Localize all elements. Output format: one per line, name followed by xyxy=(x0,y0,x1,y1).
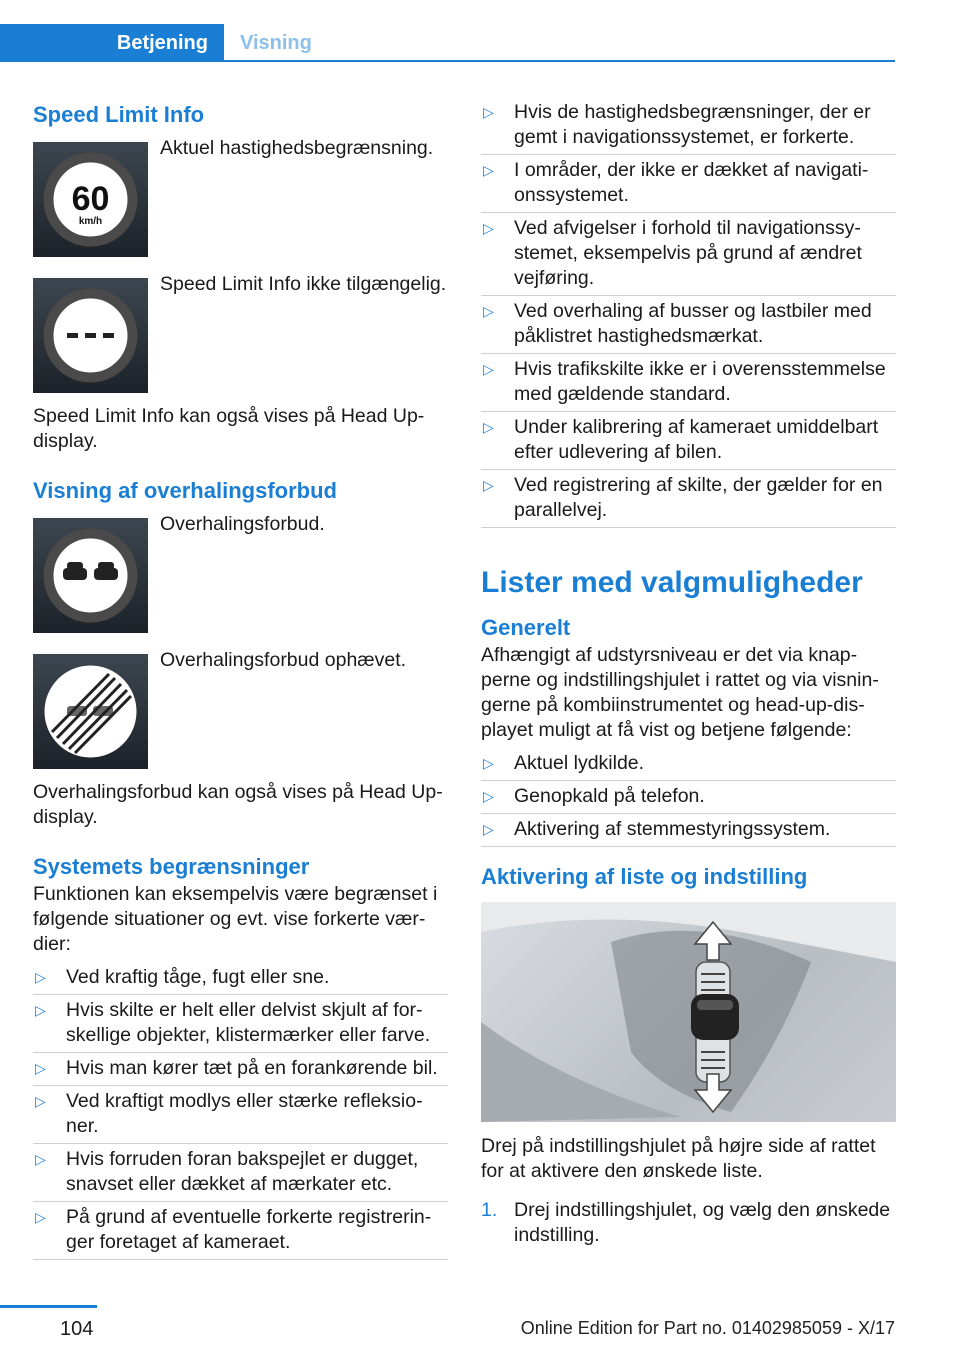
header-tabs xyxy=(0,24,895,62)
list-item: 1. Drej indstillingshjulet, og vælg den ønskede indstilling. xyxy=(481,1199,891,1246)
list-item: ▷ Under kalibrering af kameraet umiddelbart efter udlevering af bilen. xyxy=(481,415,896,465)
triangle-bullet-icon: ▷ xyxy=(483,361,494,377)
triangle-bullet-icon: ▷ xyxy=(35,1093,46,1109)
limits-paragraph: Funktionen kan eksempelvis være begrænset i følgende situationer og evt. vise forkerte værdier: xyxy=(33,883,438,955)
list-item: ▷ Ved overhaling af busser og lastbiler med påklistret hastighedsmærkat. xyxy=(481,299,896,349)
list-item: ▷ Ved registrering af skilte, der gælder for en parallelvej. xyxy=(481,473,896,523)
triangle-bullet-icon: ▷ xyxy=(483,220,494,236)
wheel-paragraph: Drej på indstillingshjulet på højre side af rattet for at aktivere den ønskede liste. xyxy=(481,1135,876,1182)
general-title: Generelt xyxy=(481,615,571,640)
list-item: ▷ På grund af eventuelle forkerte registreringer foretaget af kameraet. xyxy=(33,1205,448,1255)
speed-hud-paragraph: Speed Limit Info kan også vises på Head Up-display. xyxy=(33,405,425,452)
triangle-bullet-icon: ▷ xyxy=(483,477,494,493)
speed-limit-unavailable-icon xyxy=(33,278,148,393)
list-item: ▷ Aktivering af stemmestyringssystem. xyxy=(481,817,896,842)
activation-title: Aktivering af liste og indstilling xyxy=(481,864,808,889)
triangle-bullet-icon: ▷ xyxy=(483,162,494,178)
triangle-bullet-icon: ▷ xyxy=(483,419,494,435)
triangle-bullet-icon: ▷ xyxy=(35,1209,46,1225)
steps-list xyxy=(481,1198,896,1248)
limits-list xyxy=(33,965,448,1255)
icon-row-overtake-end xyxy=(33,649,448,770)
list-item: ▷ Hvis skilte er helt eller delvist skjult af forskellige objekter, klistermærker eller farve. xyxy=(33,998,448,1048)
speed-current-text: Aktuel hastighedsbegrænsning. xyxy=(160,137,434,159)
end-no-overtaking-icon xyxy=(33,654,148,769)
header-divider xyxy=(0,60,895,62)
left-column xyxy=(33,100,448,1263)
list-item: ▷ Ved afvigelser i forhold til navigationssystemet, eksempelvis på grund af ændret vejføring. xyxy=(481,216,896,291)
triangle-bullet-icon: ▷ xyxy=(35,1002,46,1018)
list-item: ▷ Aktuel lydkilde. xyxy=(481,751,896,776)
list-item: ▷ Hvis de hastighedsbegrænsninger, der er gemt i navigationssystemet, er forkerte. xyxy=(481,100,896,150)
svg-text:km/h: km/h xyxy=(78,216,103,227)
icon-row-speed-na xyxy=(33,273,448,394)
edition-text: Online Edition for Part no. 01402985059 - X/17 xyxy=(520,1318,895,1338)
limits-title: Systemets begrænsninger xyxy=(33,854,310,879)
general-paragraph: Afhængigt af udstyrsniveau er det via knapperne og indstillingshjulet i rattet og via visningerne på kombiinstrumentet og head-up-displayet muligt at få vist og betjene følgende: xyxy=(481,644,879,741)
list-item: ▷ Ved kraftig tåge, fugt eller sne. xyxy=(33,965,448,990)
tab-betjening[interactable]: Betjening xyxy=(0,24,224,62)
page-number: 104 xyxy=(60,1318,94,1340)
right-column xyxy=(481,100,896,1248)
lists-title: Lister med valgmuligheder xyxy=(481,566,863,599)
steering-wheel-photo xyxy=(481,902,896,1122)
overtake-text: Overhalingsforbud. xyxy=(160,513,325,535)
no-overtaking-icon xyxy=(33,518,148,633)
triangle-bullet-icon: ▷ xyxy=(35,969,46,985)
triangle-bullet-icon: ▷ xyxy=(35,1151,46,1167)
tab-visning[interactable]: Visning xyxy=(240,32,312,54)
list-item: ▷ Hvis man kører tæt på en forankørende bil. xyxy=(33,1056,448,1081)
triangle-bullet-icon: ▷ xyxy=(483,788,494,804)
footer-divider xyxy=(0,1305,97,1308)
general-list xyxy=(481,751,896,842)
icon-row-speed xyxy=(33,137,448,258)
overtake-end-text: Overhalingsforbud ophævet. xyxy=(160,649,407,671)
triangle-bullet-icon: ▷ xyxy=(483,303,494,319)
triangle-bullet-icon: ▷ xyxy=(483,104,494,120)
overtake-hud-paragraph: Overhalingsforbud kan også vises på Head Up-display. xyxy=(33,781,443,828)
speed-limit-title: Speed Limit Info xyxy=(33,102,205,127)
list-item: ▷ Ved kraftigt modlys eller stærke refleksioner. xyxy=(33,1089,448,1139)
list-item: ▷ Hvis trafikskilte ikke er i overensstemmelse med gældende standard. xyxy=(481,357,896,407)
svg-text:60: 60 xyxy=(71,180,110,218)
limits-list-continued xyxy=(481,100,896,523)
list-item: ▷ Genopkald på telefon. xyxy=(481,784,896,809)
triangle-bullet-icon: ▷ xyxy=(483,755,494,771)
overtake-title: Visning af overhalingsforbud xyxy=(33,478,337,503)
list-item: ▷ Hvis forruden foran bakspejlet er dugget, snavset eller dækket af mærkater etc. xyxy=(33,1147,448,1197)
speed-unavailable-text: Speed Limit Info ikke tilgængelig. xyxy=(160,273,447,295)
list-item: ▷ I områder, der ikke er dækket af navigationssystemet. xyxy=(481,158,896,208)
triangle-bullet-icon: ▷ xyxy=(483,821,494,837)
speed-limit-60-icon xyxy=(33,142,148,257)
triangle-bullet-icon: ▷ xyxy=(35,1060,46,1076)
icon-row-overtake xyxy=(33,513,448,634)
